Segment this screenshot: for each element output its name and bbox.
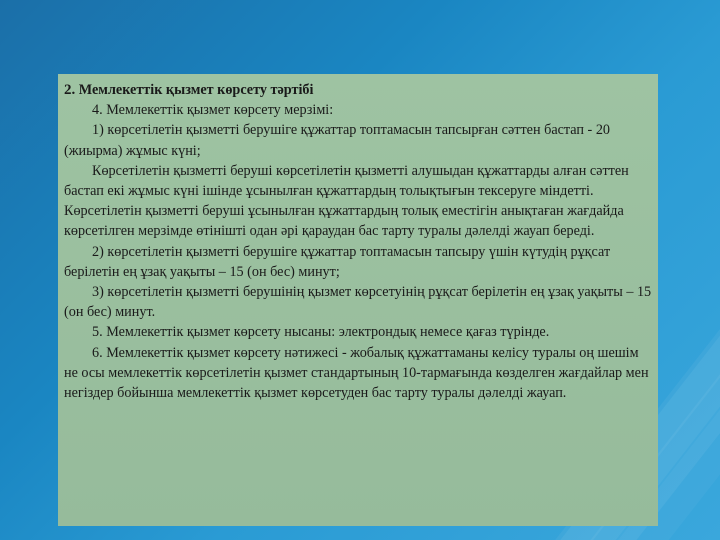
- paragraph-form: 5. Мемлекеттік қызмет көрсету нысаны: электрондық немесе қағаз түрінде.: [92, 324, 550, 341]
- section-heading: [64, 80, 654, 100]
- paragraph-term: 4. Мемлекеттік қызмет көрсету мерзімі:: [92, 102, 334, 119]
- paragraph-check-docs: Көрсетілетін қызметті беруші көрсетілетін қызметті алушыдан құжаттарды алған сәттен бастап екі жұмыс күні ішінде ұсынылған құжаттардың толықтығын тексеруге міндетті. Көрсетілетін қызметті беруші ұсынылған құжаттардың толық еместігін анықтаған жағдайда көрсетілген мерзімде өтінішті одан әрі қараудан бас тарту туралы дәлелді жауап береді.: [64, 162, 629, 240]
- paragraph-result: 6. Мемлекеттік қызмет көрсету нәтижесі - жобалық құжаттаманы келісу туралы оң шешім не осы мемлекеттік көрсетілетін қызмет стандартының 10-тармағында көзделген жағдайлар мен негіздер бойынша мемлекеттік қызмет көрсетуден бас тарту туралы дәлелді жауап.: [64, 344, 649, 402]
- paragraph-item-3: 3) көрсетілетін қызметті берушінің қызмет көрсетуінің рұқсат берілетін ең ұзақ уақыты – 15 (он бес) минут.: [64, 284, 652, 321]
- content-box: [58, 74, 658, 526]
- document-text: [64, 80, 654, 403]
- paragraph-item-2: 2) көрсетілетін қызметті берушіге құжаттар топтамасын тапсыру үшін күтудің рұқсат берілетін ең ұзақ уақыты – 15 (он бес) минут;: [64, 243, 611, 280]
- paragraph-item-1: 1) көрсетілетін қызметті берушіге құжаттар топтамасын тапсырған сәттен бастап - 20 (жиырма) жұмыс күні;: [64, 122, 611, 159]
- section-heading-number: 2.: [64, 82, 76, 98]
- section-heading-text: Мемлекеттік қызмет көрсету тәртібі: [78, 82, 314, 98]
